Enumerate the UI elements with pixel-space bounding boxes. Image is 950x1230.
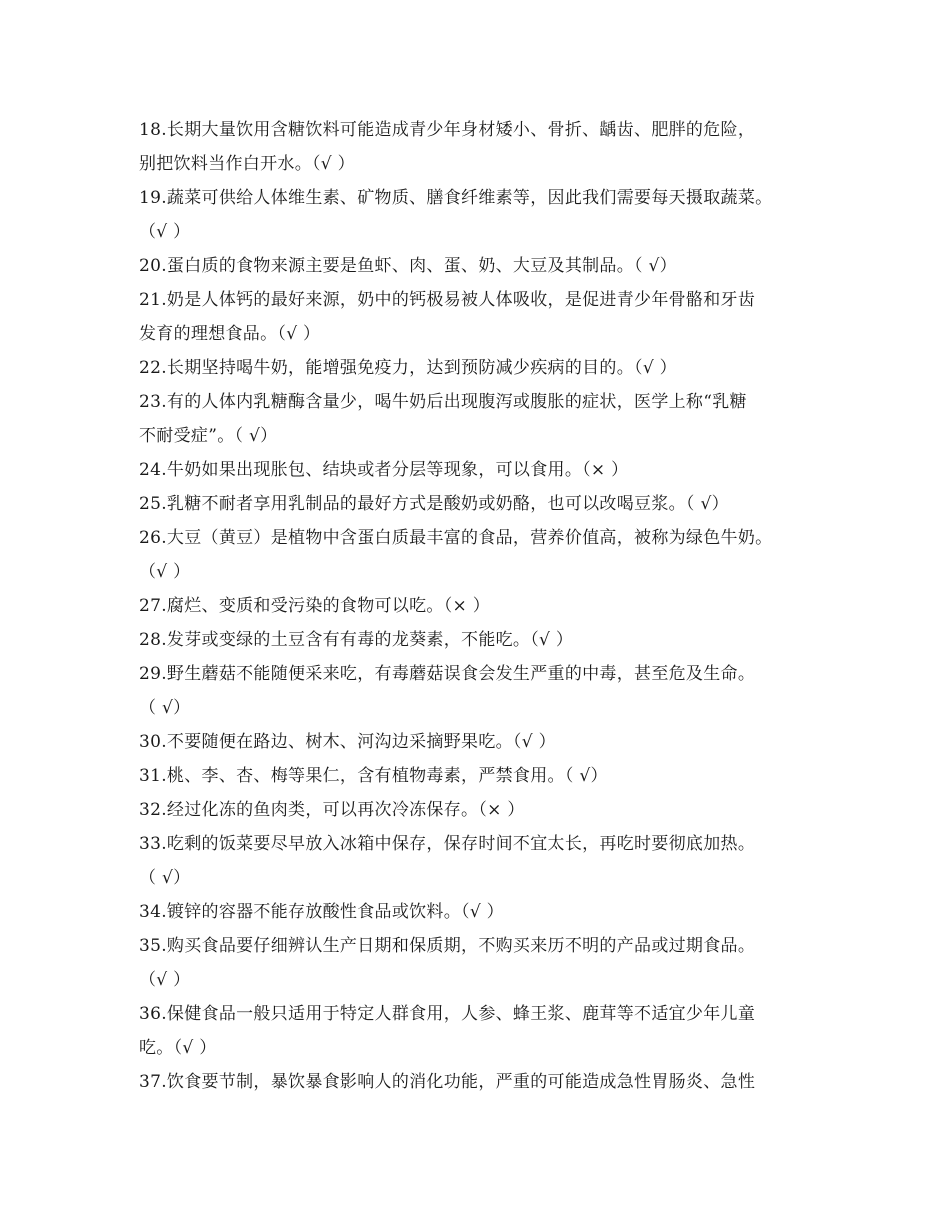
text-line: 33.吃剩的饭菜要尽早放入冰箱中保存，保存时间不宜太长，再吃时要彻底加热。	[139, 834, 756, 854]
text-line: 30.不要随便在路边、树木、河沟边采摘野果吃。（√ ）	[139, 732, 556, 752]
text-line: 24.牛奶如果出现胀包、结块或者分层等现象，可以食用。（× ）	[139, 460, 629, 480]
text-line: （√ ）	[139, 970, 191, 990]
text-line: 34.镀锌的容器不能存放酸性食品或饮料。（√ ）	[139, 902, 504, 922]
text-line: 发育的理想食品。（√ ）	[139, 324, 321, 344]
text-line: 37.饮食要节制，暴饮暴食影响人的消化功能，严重的可能造成急性胃肠炎、急性	[139, 1072, 756, 1092]
text-line: （√ ）	[139, 562, 191, 582]
document-body	[139, 113, 859, 1099]
text-line: 35.购买食品要仔细辨认生产日期和保质期，不购买来历不明的产品或过期食品。	[139, 936, 756, 956]
text-line: 27.腐烂、变质和受污染的食物可以吃。（× ）	[139, 596, 491, 616]
text-line: 20.蛋白质的食物来源主要是鱼虾、肉、蛋、奶、大豆及其制品。（ √）	[139, 256, 677, 276]
text-line: 25.乳糖不耐者享用乳制品的最好方式是酸奶或奶酪，也可以改喝豆浆。（ √）	[139, 494, 729, 514]
text-line: 29.野生蘑菇不能随便采来吃，有毒蘑菇误食会发生严重的中毒，甚至危及生命。	[139, 664, 756, 684]
text-line: 32.经过化冻的鱼肉类，可以再次冷冻保存。（× ）	[139, 800, 525, 820]
text-line: 18.长期大量饮用含糖饮料可能造成青少年身材矮小、骨折、龋齿、肥胖的危险，	[139, 120, 756, 140]
text-line: 22.长期坚持喝牛奶，能增强免疫力，达到预防减少疾病的目的。（√ ）	[139, 358, 677, 378]
text-line: 不耐受症”。（ √）	[139, 426, 278, 446]
text-line: 别把饮料当作白开水。（√ ）	[139, 154, 355, 174]
text-line: （ √）	[139, 868, 191, 888]
text-line: 吃。（√ ）	[139, 1038, 217, 1058]
text-line: 23.有的人体内乳糖酶含量少，喝牛奶后出现腹泻或腹胀的症状，医学上称“乳糖	[139, 392, 747, 412]
text-line: 19.蔬菜可供给人体维生素、矿物质、膳食纤维素等，因此我们需要每天摄取蔬菜。	[139, 188, 773, 208]
text-line: （√ ）	[139, 222, 191, 242]
text-line: 28.发芽或变绿的土豆含有有毒的龙葵素，不能吃。（√ ）	[139, 630, 574, 650]
text-line: 26.大豆（黄豆）是植物中含蛋白质最丰富的食品，营养价值高，被称为绿色牛奶。	[139, 528, 773, 548]
text-line: 36.保健食品一般只适用于特定人群食用，人参、蜂王浆、鹿茸等不适宜少年儿童	[139, 1004, 756, 1024]
text-line: （ √）	[139, 698, 191, 718]
text-line: 21.奶是人体钙的最好来源，奶中的钙极易被人体吸收，是促进青少年骨骼和牙齿	[139, 290, 756, 310]
text-line: 31.桃、李、杏、梅等果仁，含有植物毒素，严禁食用。（ √）	[139, 766, 608, 786]
